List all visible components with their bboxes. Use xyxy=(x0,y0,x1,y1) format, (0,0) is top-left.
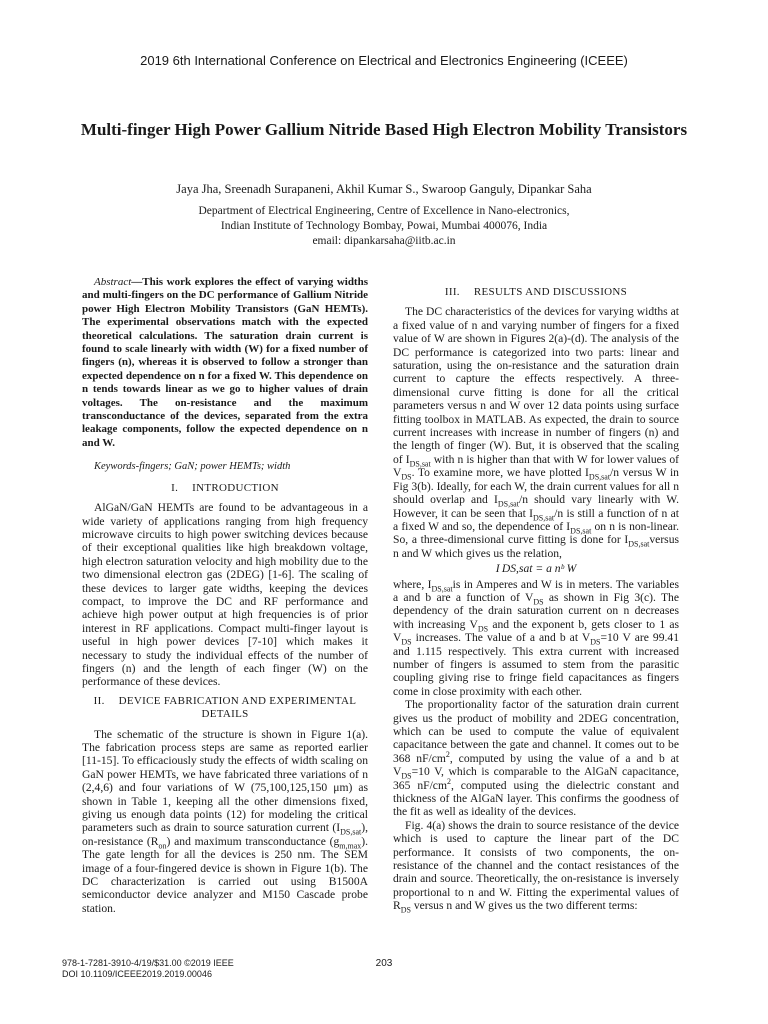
text-run: /n should vary linearly with W. However, it can be seen that I xyxy=(393,493,680,520)
results-paragraph-1 xyxy=(393,305,679,560)
section-number: III. xyxy=(444,286,460,298)
right-column xyxy=(393,276,679,913)
text-run: =10 V are 99.41 and 1.115 respectively. This extra current with increased number of fingers is assumed to stem from the parasitic coupling giving rise to fringe field capacitances as fingers come in close proximity with each other. xyxy=(393,631,680,698)
text-run: ) and maximum transconductance (g xyxy=(166,834,340,848)
text-run: and the exponent b, gets closer to 1 as V xyxy=(393,617,679,645)
author-list: Jaya Jha, Sreenadh Surapaneni, Akhil Kumar S., Swaroop Ganguly, Dipankar Saha xyxy=(176,182,592,196)
fabrication-paragraph xyxy=(82,728,368,916)
text-run: . To examine more, we have plotted I xyxy=(411,466,589,480)
subscript: on xyxy=(158,841,167,851)
section-title: INTRODUCTION xyxy=(192,481,279,494)
subscript: m,max xyxy=(339,841,362,851)
text-run: /n is still a function of n at a fixed W and so, the dependence of I xyxy=(393,506,679,533)
keywords: Keywords-fingers; GaN; power HEMTs; width xyxy=(94,461,291,473)
abstract xyxy=(82,276,368,450)
section-number: II. xyxy=(93,694,105,707)
text-run: /n versus W in Fig 3(b). Ideally, for each W, the drain current values for all n should overlap and I xyxy=(393,466,679,507)
results-paragraph-2 xyxy=(393,578,679,699)
subscript: DS xyxy=(590,637,601,647)
paper-title: Multi-finger High Power Gallium Nitride Based High Electron Mobility Transistors xyxy=(80,120,688,139)
subscript: DS,sat xyxy=(570,526,592,536)
page-number: 203 xyxy=(375,958,393,969)
section-number: I. xyxy=(171,481,179,494)
footer-isbn: 978-1-7281-3910-4/19/$31.00 ©2019 IEEE xyxy=(62,958,234,968)
text-run: The proportionality factor of the saturation drain current gives us the product of mobility and 2DEG concentration, which can be used to compute the value of equivalent capacitance between the gate and channel. It comes out to be 368 nF/cm xyxy=(393,698,679,765)
subscript: DS,sat xyxy=(409,459,431,469)
subscript: DS,sat xyxy=(340,827,362,837)
section-title: RESULTS AND DISCUSSIONS xyxy=(473,286,628,298)
text-run: Fig. 4(a) shows the drain to source resistance of the device which is used to capture the linear part of the DC performance. It consists of two components, the on-resistance of the channel and the contact resistances of the drain and source. Theoretically, the on-resistance is inversely proportional to n and W. Fitting the experimental values of R xyxy=(393,818,679,913)
subscript: DS,sat xyxy=(431,583,453,593)
affiliation-block xyxy=(40,204,728,249)
left-column xyxy=(82,276,368,915)
text-run: , computed using the dielectric constant and thickness of the AlGaN layer. This confirms the goodness of the fit as well as ideality of the devices. xyxy=(393,778,680,819)
text-run: versus n and W which gives us the relation, xyxy=(393,533,679,560)
equation-ids-sat: I DS,sat = a nᵇ W xyxy=(495,562,577,576)
affiliation-department: Department of Electrical Engineering, Centre of Excellence in Nano-electronics, xyxy=(198,205,570,217)
text-run: The schematic of the structure is shown in Figure 1(a). The fabrication process steps are same as reported earlier [11-15]. To efficaciously study the effects of width scaling on GaN power HEMTs, we have fabricated three variations of n (2,4,6) and four variations of W (75,100,125,150 μm) as shown in Table 1, keeping all the other dimensions fixed, giving us enough data points (12) for modeling the critical parameters such as drain to source saturation current (I xyxy=(82,727,368,835)
section-heading-results xyxy=(393,286,679,299)
abstract-text: —This work explores the effect of varying widths and multi-fingers on the DC performance of Gallium Nitride power High Electron Mobility Transistors (GaN HEMTs). The experimental observations match with the expected theoretical calculations. The saturation drain current is found to scale linearly with width (W) for a fixed number of fingers (n), whereas it is observed to follow a stronger than expected dependence on n for a fixed W. This dependence on n tends towards linear as we go to higher values of drain voltages. The on-resistance and the maximum transconductance of the devices, separated from the extra leakage components, follow the expected dependence on n and W. xyxy=(82,276,368,449)
text-run: with n is higher than that with W for lower values of V xyxy=(393,452,679,480)
footer-doi: DOI 10.1109/ICEEE2019.2019.00046 xyxy=(62,969,212,979)
subscript: DS,sat xyxy=(628,539,650,549)
conference-header: 2019 6th International Conference on Electrical and Electronics Engineering (ICEEE) xyxy=(140,53,628,68)
superscript: 2 xyxy=(445,749,450,759)
text-run: ), on-resistance (R xyxy=(82,821,368,848)
subscript: DS xyxy=(533,597,544,607)
text-run: where, I xyxy=(393,577,432,591)
text-run: The DC characteristics of the devices for varying widths at a fixed value of n and varying number of fingers for a fixed value of W are shown in Figures 2(a)-(d). The analysis of the DC performance is categorized into two parts: linear and saturation, using the on-resistance and the saturation drain current to capture the effects respectively. A three-dimensional curve fitting is done for all the critical parameters versus n and W over 12 data points using surface fitting toolbox in MATLAB. As expected, the drain to source current increases with increase in number of fingers (n) and the length of finger (W). But, it is observed that the scaling of I xyxy=(393,305,679,466)
subscript: DS,sat xyxy=(533,512,555,522)
results-paragraph-4 xyxy=(393,819,679,913)
section-heading-fabrication xyxy=(82,695,368,722)
text-run: ). The gate length for all the devices is 250 nm. The SEM image of a four-fingered device is shown in Figure 1(b). The DC characterization is carried out using B1500A semiconductor device analyzer and M150 Cascade probe station. xyxy=(82,834,369,915)
affiliation-email: email: dipankarsaha@iitb.ac.in xyxy=(312,235,456,247)
subscript: DS xyxy=(401,472,412,482)
subscript: DS xyxy=(477,624,489,634)
section-heading-introduction xyxy=(82,482,368,495)
text-run: , computed by using the value of a and b at V xyxy=(393,751,680,779)
abstract-lead: Abstract xyxy=(94,276,132,288)
text-run: as shown in Fig 3(c). The dependency of the drain saturation current on n decreases with increasing V xyxy=(393,590,679,631)
text-run: increases. The value of a and b at V xyxy=(411,631,591,645)
subscript: DS,sat xyxy=(497,499,519,509)
affiliation-institute: Indian Institute of Technology Bombay, Powai, Mumbai 400076, India xyxy=(220,220,548,232)
superscript: 2 xyxy=(446,776,451,786)
text-run: is in Amperes and W is in meters. The variables a and b are a function of V xyxy=(393,577,680,604)
text-run: on n is non-linear. So, a three-dimensional curve fitting is done for I xyxy=(393,519,679,547)
text-run: versus n and W gives us the two different terms: xyxy=(410,899,638,913)
section-title: DEVICE FABRICATION AND EXPERIMENTAL DETAILS xyxy=(118,694,357,721)
subscript: DS xyxy=(401,637,412,647)
subscript: DS xyxy=(401,771,412,781)
results-paragraph-3 xyxy=(393,698,679,819)
subscript: DS,sat xyxy=(588,472,611,482)
intro-paragraph: AlGaN/GaN HEMTs are found to be advantageous in a wide variety of applications ranging from high frequency microwave circuits to high power switching devices because of their exceptional qualities like high breakdown voltage, high electron saturation velocity and high mobility due to the two dimensional electron gas (2DEG) [1-6]. The scaling of these devices to larger gate widths, keeping the devices compact, to improve the DC and RF performance and achieve high power output at high frequencies is of prior interest in RF applications. Compact multi-finger layout is useful in high power devices [7-10] which makes it necessary to study the individual effects of the number of fingers (n) and the length of each finger (W) on the performance of these devices. xyxy=(82,501,368,689)
subscript: DS xyxy=(400,905,411,915)
text-run: =10 V, which is comparable to the AlGaN capacitance, 365 nF/cm xyxy=(393,765,679,792)
